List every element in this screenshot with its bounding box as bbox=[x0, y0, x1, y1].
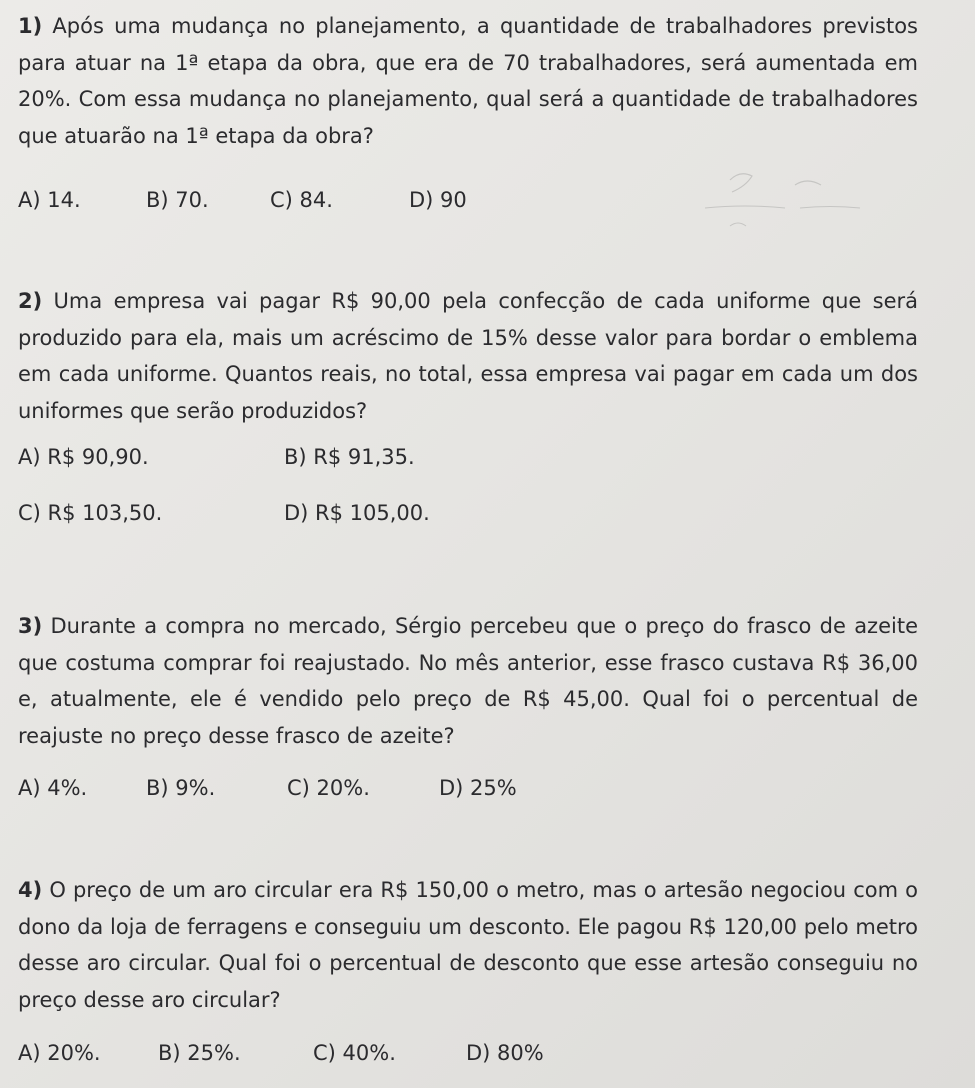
question-3-option-b[interactable]: B) 9%. bbox=[146, 776, 216, 800]
question-2-number: 2) bbox=[18, 289, 43, 313]
question-3-text: Durante a compra no mercado, Sérgio percebeu que o preço do frasco de azeite que costuma comprar foi reajustado. No mês anterior, esse frasco custava R$ 36,00 e, atualmente, ele é vendido pelo preço de R$ 45,00. Qual foi o percentual de reajuste no preço desse frasco de azeite? bbox=[18, 614, 918, 748]
question-1-text: Após uma mudança no planejamento, a quantidade de trabalhadores previstos para atuar na 1ª etapa da obra, que era de 70 trabalhadores, será aumentada em 20%. Com essa mudança no planejamento, qual será a quantidade de trabalhadores que atuarão na 1ª etapa da obra? bbox=[18, 14, 918, 148]
question-2-option-b[interactable]: B) R$ 91,35. bbox=[284, 445, 415, 469]
question-3-option-d[interactable]: D) 25% bbox=[439, 776, 517, 800]
question-3-statement bbox=[18, 608, 918, 754]
question-2-options-row-2 bbox=[18, 501, 918, 531]
question-2-statement bbox=[18, 283, 918, 429]
question-2-text: Uma empresa vai pagar R$ 90,00 pela confecção de cada uniforme que será produzido para ela, mais um acréscimo de 15% desse valor para bordar o emblema em cada uniforme. Quantos reais, no total, essa empresa vai pagar em cada um dos uniformes que serão produzidos? bbox=[18, 289, 918, 423]
question-4-option-a[interactable]: A) 20%. bbox=[18, 1041, 101, 1065]
question-4-option-b[interactable]: B) 25%. bbox=[158, 1041, 241, 1065]
question-3-options bbox=[18, 776, 918, 806]
question-1 bbox=[18, 8, 918, 212]
question-1-option-c[interactable]: C) 84. bbox=[270, 188, 333, 212]
question-2-option-a[interactable]: A) R$ 90,90. bbox=[18, 445, 149, 469]
question-1-option-d[interactable]: D) 90 bbox=[409, 188, 467, 212]
question-2 bbox=[18, 283, 918, 525]
question-4-option-d[interactable]: D) 80% bbox=[466, 1041, 544, 1065]
question-3 bbox=[18, 608, 918, 800]
question-1-option-a[interactable]: A) 14. bbox=[18, 188, 81, 212]
question-1-option-b[interactable]: B) 70. bbox=[146, 188, 209, 212]
question-4-statement bbox=[18, 872, 918, 1018]
question-4-option-c[interactable]: C) 40%. bbox=[313, 1041, 396, 1065]
question-4 bbox=[18, 872, 918, 1065]
question-3-number: 3) bbox=[18, 614, 43, 638]
question-3-option-c[interactable]: C) 20%. bbox=[287, 776, 370, 800]
question-2-options-row-1 bbox=[18, 445, 918, 475]
question-3-option-a[interactable]: A) 4%. bbox=[18, 776, 88, 800]
question-2-option-c[interactable]: C) R$ 103,50. bbox=[18, 501, 163, 525]
question-4-text: O preço de um aro circular era R$ 150,00 o metro, mas o artesão negociou com o dono da loja de ferragens e conseguiu um desconto. Ele pagou R$ 120,00 pelo metro desse aro circular. Qual foi o percentual de desconto que esse artesão conseguiu no preço desse aro circular? bbox=[18, 878, 918, 1012]
question-1-number: 1) bbox=[18, 14, 43, 38]
pencil-scribble-mark bbox=[700, 160, 870, 240]
question-4-number: 4) bbox=[18, 878, 43, 902]
question-2-option-d[interactable]: D) R$ 105,00. bbox=[284, 501, 430, 525]
question-4-options bbox=[18, 1041, 918, 1071]
question-1-statement bbox=[18, 8, 918, 154]
